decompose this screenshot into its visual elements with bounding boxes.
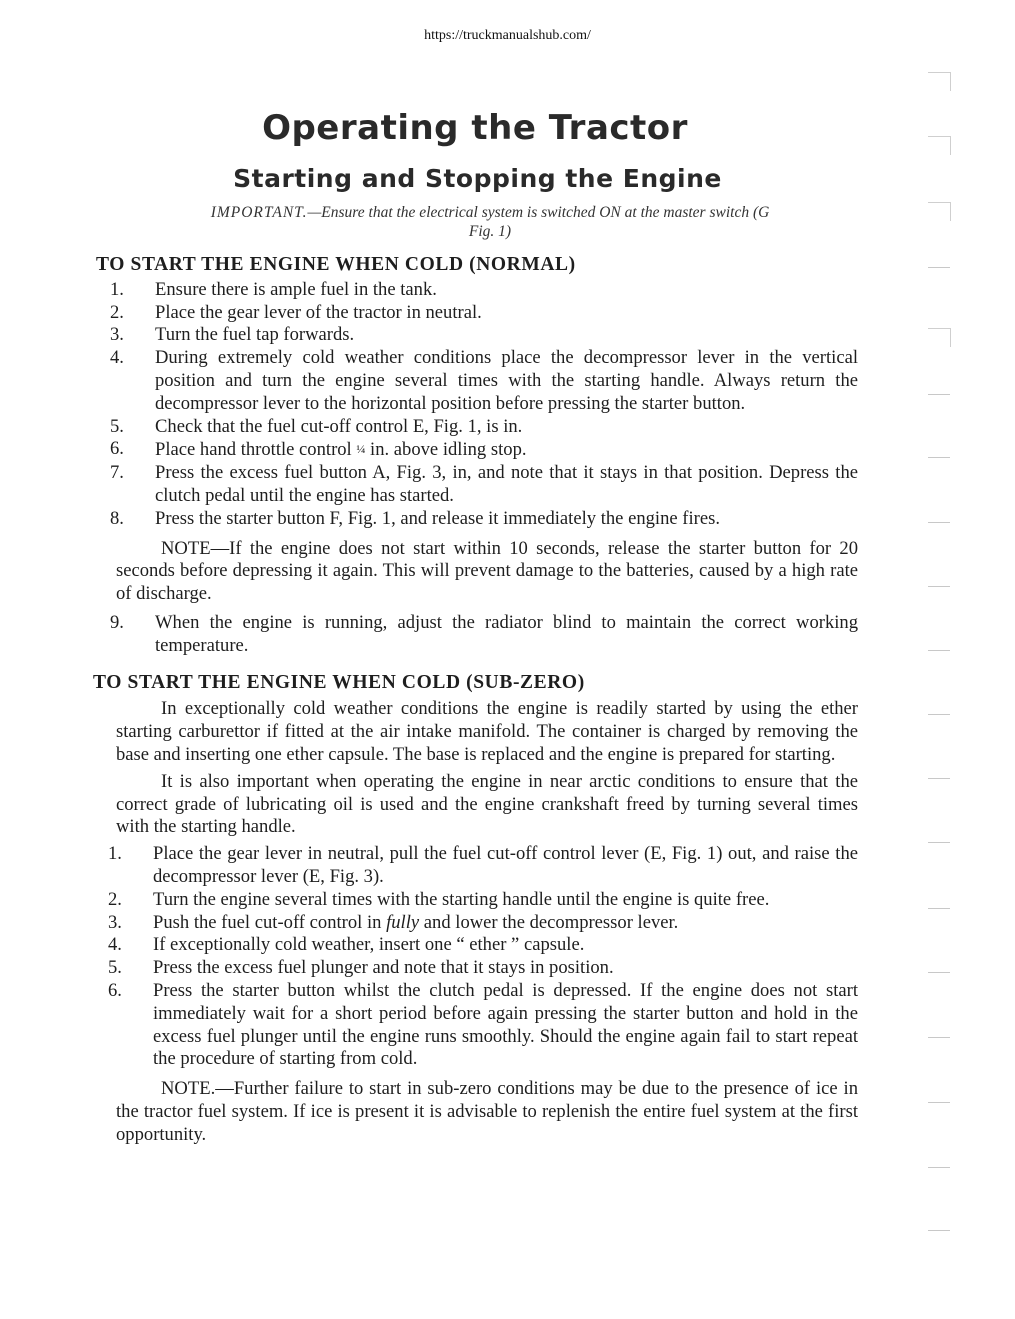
item-number: 2. xyxy=(108,888,122,910)
page-title: Operating the Tractor xyxy=(262,108,688,148)
edge-mark xyxy=(928,714,950,715)
important-lead: IMPORTANT. xyxy=(210,204,308,221)
item-text: During extremely cold weather conditions place the decompressor lever in the vertical position and turn the engine several times with the starting handle. Always return the decompressor lever to the horizontal position before pressing the starter button. xyxy=(155,347,858,414)
edge-mark xyxy=(928,202,951,221)
edge-mark xyxy=(928,522,950,523)
item-text: Press the starter button F, Fig. 1, and release it immediately the engine fires. xyxy=(155,507,720,529)
item-number: 3. xyxy=(110,324,124,346)
item-text: Press the excess fuel button A, Fig. 3, in, and note that it stays in that position. Depress the clutch pedal until the engine has started. xyxy=(155,462,858,506)
fraction-quarter: ¼ xyxy=(356,442,366,457)
edge-mark xyxy=(928,1037,950,1038)
item-number: 1. xyxy=(110,278,124,300)
item-text: Press the excess fuel plunger and note that it stays in position. xyxy=(153,957,614,979)
edge-mark xyxy=(928,267,950,268)
list-item xyxy=(108,843,858,889)
item-text: Turn the engine several times with the starting handle until the engine is quite free. xyxy=(153,888,770,910)
list-item xyxy=(108,934,858,957)
page-subtitle: Starting and Stopping the Engine xyxy=(233,164,722,193)
edge-mark xyxy=(928,778,950,779)
page-edge-marks xyxy=(928,62,952,1292)
list-item xyxy=(108,957,858,980)
item-text: Ensure there is ample fuel in the tank. xyxy=(155,278,437,300)
paragraph-ether: In exceptionally cold weather conditions the engine is readily started by using the ether starting carburettor if fitted at the air intake manifold. The container is charged by removing the base and inserting one ether capsule. The base is replaced and the engine is prepared for starting. xyxy=(116,698,858,765)
list-item xyxy=(110,612,858,658)
list-item xyxy=(110,462,858,508)
list-item xyxy=(110,324,858,347)
important-text: —Ensure that the electrical system is switched ON at the master switch (G Fig. 1) xyxy=(307,204,770,240)
item-text-before: Push the fuel cut-off control in xyxy=(153,911,387,933)
list-item xyxy=(110,279,858,302)
edge-mark xyxy=(928,72,951,91)
item-number: 9. xyxy=(110,611,124,633)
item-text xyxy=(153,912,858,935)
item-text-after: and lower the decompressor lever. xyxy=(419,911,679,933)
item-number: 5. xyxy=(108,957,122,979)
item-text: Check that the fuel cut-off control E, Fig. 1, is in. xyxy=(155,415,523,437)
section-heading-subzero: TO START THE ENGINE WHEN COLD (SUB-ZERO) xyxy=(93,671,585,693)
section-heading-normal: TO START THE ENGINE WHEN COLD (NORMAL) xyxy=(96,254,576,275)
edge-mark xyxy=(928,1230,950,1231)
item-text: Place the gear lever of the tractor in neutral. xyxy=(155,301,482,323)
list-item xyxy=(110,508,858,531)
edge-mark xyxy=(928,457,950,458)
header-url[interactable]: https://truckmanualshub.com/ xyxy=(424,28,591,43)
item-number: 7. xyxy=(110,462,124,484)
item-text-after: in. above idling stop. xyxy=(365,439,527,461)
edge-mark xyxy=(928,328,951,347)
item-number: 6. xyxy=(110,438,124,460)
item-number: 5. xyxy=(110,415,124,437)
item-text: Press the starter button whilst the clutch pedal is depressed. If the engine does not start immediately wait for a short period before again pressing the starter button and hold in the excess fuel plunger until the engine runs smoothly. Should the engine again fail to start repeat the procedure of starting from cold. xyxy=(153,979,858,1070)
list-item xyxy=(110,302,858,325)
edge-mark xyxy=(928,842,950,843)
list-item xyxy=(110,438,858,462)
item-text: Place the gear lever in neutral, pull the fuel cut-off control lever (E, Fig. 1) out, and raise the decompressor lever (E, Fig. 3). xyxy=(153,843,858,887)
item-number: 3. xyxy=(108,911,122,933)
edge-mark xyxy=(928,1102,950,1103)
note-ice: NOTE.—Further failure to start in sub-zero conditions may be due to the presence of ice in the tractor fuel system. If ice is present it is advisable to replenish the entire fuel system at the first opportunity. xyxy=(116,1078,858,1145)
edge-mark xyxy=(928,1167,950,1168)
edge-mark xyxy=(928,136,951,155)
subzero-steps xyxy=(94,843,858,1071)
item-text: If exceptionally cold weather, insert one “ ether ” capsule. xyxy=(153,934,585,956)
item-number: 4. xyxy=(108,934,122,956)
item-text: When the engine is running, adjust the radiator blind to maintain the correct working temperature. xyxy=(155,611,858,656)
item-number: 1. xyxy=(108,843,122,865)
item-text-emphasis: fully xyxy=(386,911,420,933)
edge-mark xyxy=(928,908,950,909)
item-number: 2. xyxy=(110,301,124,323)
item-text-before: Place hand throttle control xyxy=(155,439,357,461)
list-item xyxy=(108,889,858,912)
note-battery: NOTE—If the engine does not start within 10 seconds, release the starter button for 20 seconds before depressing it again. This will prevent damage to the batteries, caused by a high rate of discharge. xyxy=(116,537,858,605)
edge-mark xyxy=(928,650,950,651)
edge-mark xyxy=(928,394,950,395)
item-text: Turn the fuel tap forwards. xyxy=(155,324,355,346)
important-notice xyxy=(200,203,780,241)
item-number: 8. xyxy=(110,507,124,529)
manual-content xyxy=(93,254,858,1152)
edge-mark xyxy=(928,972,950,973)
item-text xyxy=(155,438,858,462)
item-number: 6. xyxy=(108,979,122,1001)
list-item xyxy=(110,416,858,439)
list-item xyxy=(108,912,858,935)
item-number: 4. xyxy=(110,347,124,369)
list-item xyxy=(108,980,858,1071)
paragraph-arctic: It is also important when operating the engine in near arctic conditions to ensure that the correct grade of lubricating oil is used and the engine crankshaft freed by turning several times with the starting handle. xyxy=(116,770,858,838)
edge-mark xyxy=(928,586,950,587)
list-item xyxy=(110,347,858,415)
